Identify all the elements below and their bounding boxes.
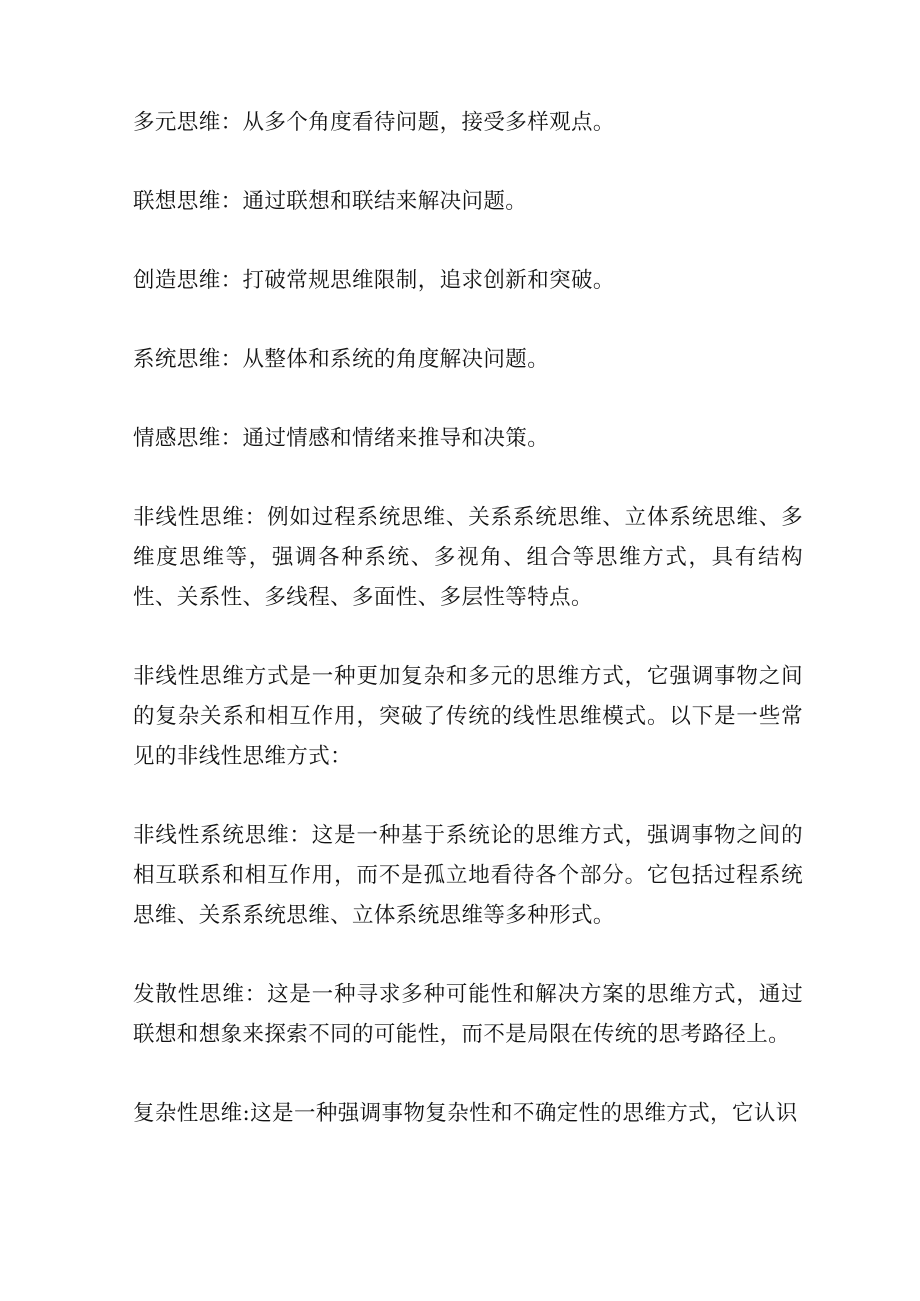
document-body xyxy=(133,103,803,1173)
paragraph-nonlinear-intro: 非线性思维方式是一种更加复杂和多元的思维方式，它强调事物之间的复杂关系和相互作用，突破了传统的线性思维模式。以下是一些常见的非线性思维方式： xyxy=(133,664,803,769)
paragraph-divergent-thinking: 发散性思维：这是一种寻求多种可能性和解决方案的思维方式，通过联想和想象来探索不同的可能性，而不是局限在传统的思考路径上。 xyxy=(133,982,803,1047)
paragraph-systems-thinking: 系统思维：从整体和系统的角度解决问题。 xyxy=(133,347,550,372)
paragraph-nonlinear-thinking: 非线性思维：例如过程系统思维、关系系统思维、立体系统思维、多维度思维等，强调各种系统、多视角、组合等思维方式，具有结构性、关系性、多线程、多面性、多层性等特点。 xyxy=(133,505,803,610)
paragraph-emotional-thinking: 情感思维：通过情感和情绪来推导和决策。 xyxy=(133,426,550,451)
paragraph-diverse-thinking: 多元思维：从多个角度看待问题，接受多样观点。 xyxy=(133,110,615,135)
paragraph-complexity-thinking: 复杂性思维:这是一种强调事物复杂性和不确定性的思维方式，它认识 xyxy=(133,1101,798,1126)
paragraph-creative-thinking: 创造思维：打破常规思维限制，追求创新和突破。 xyxy=(133,268,615,293)
paragraph-nonlinear-systems: 非线性系统思维：这是一种基于系统论的思维方式，强调事物之间的相互联系和相互作用，而不是孤立地看待各个部分。它包括过程系统思维、关系系统思维、立体系统思维等多种形式。 xyxy=(133,823,803,928)
paragraph-associative-thinking: 联想思维：通过联想和联结来解决问题。 xyxy=(133,189,528,214)
